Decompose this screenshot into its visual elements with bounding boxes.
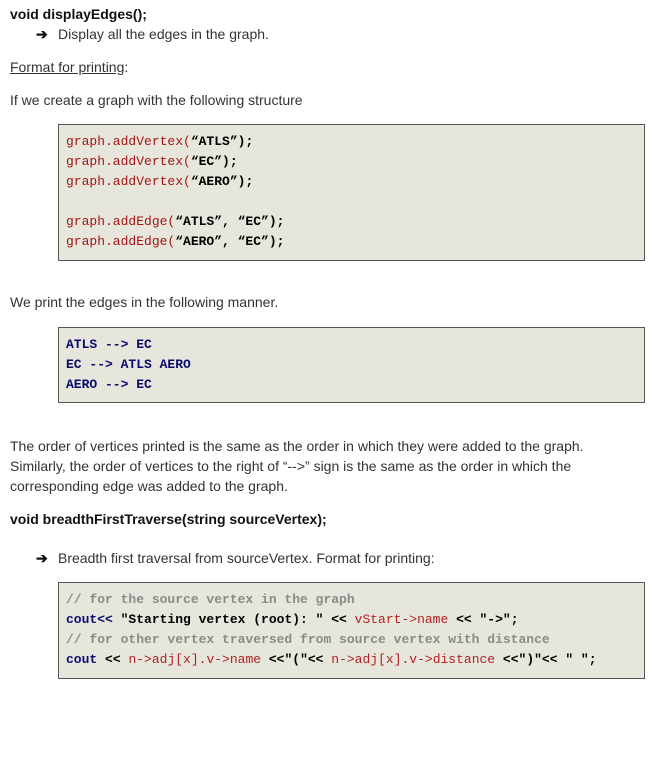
output-line: ATLS --> EC <box>66 337 152 352</box>
explanation-line: Similarly, the order of vertices to the right of “-->” sign is the same as the order in which the <box>10 458 572 474</box>
code-line: graph.addVertex(“ATLS”); <box>66 134 254 149</box>
code-block-bfs-format <box>58 582 645 679</box>
right-arrow-icon: ➔ <box>36 26 48 42</box>
explanation-line: The order of vertices printed is the same as the order in which they were added to the graph. <box>10 438 584 454</box>
code-comment: // for the source vertex in the graph <box>66 592 355 607</box>
code-line: cout<< "Starting vertex (root): " << vStart->name << "->"; <box>66 612 519 627</box>
format-label <box>10 57 128 77</box>
function-heading-bfs: void breadthFirstTraverse(string sourceVertex); <box>10 511 327 527</box>
explanation-line: corresponding edge was added to the graph. <box>10 478 288 494</box>
output-line: AERO --> EC <box>66 377 152 392</box>
bullet-display-edges <box>36 24 269 44</box>
code-line: graph.addEdge(“AERO”, “EC”); <box>66 234 285 249</box>
right-arrow-icon: ➔ <box>36 550 48 566</box>
intro-text-print-edges: We print the edges in the following manner. <box>10 294 279 310</box>
format-label-colon: : <box>124 59 129 75</box>
code-line: graph.addVertex(“AERO”); <box>66 174 254 189</box>
intro-text-graph-structure: If we create a graph with the following structure <box>10 92 303 108</box>
code-block-graph-creation <box>58 124 645 261</box>
bullet-text: Display all the edges in the graph. <box>58 26 269 42</box>
code-comment: // for other vertex traversed from source vertex with distance <box>66 632 550 647</box>
code-line: graph.addVertex(“EC”); <box>66 154 238 169</box>
output-line: EC --> ATLS AERO <box>66 357 191 372</box>
code-blank-line <box>66 192 637 212</box>
code-line: cout << n->adj[x].v->name <<"("<< n->adj[x].v->distance <<")"<< " "; <box>66 652 597 667</box>
bullet-text: Breadth first traversal from sourceVertex. Format for printing: <box>58 550 435 566</box>
format-label-text: Format for printing <box>10 59 125 75</box>
bullet-bfs <box>36 548 435 568</box>
function-heading-display-edges: void displayEdges(); <box>10 6 147 22</box>
code-line: graph.addEdge(“ATLS”, “EC”); <box>66 214 285 229</box>
code-block-edge-output <box>58 327 645 403</box>
